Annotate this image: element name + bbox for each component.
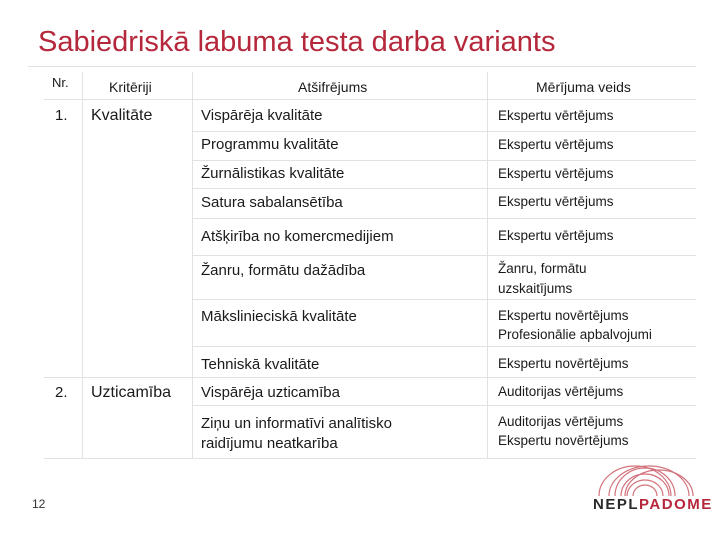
row-divider <box>192 218 696 219</box>
col-divider <box>82 72 83 458</box>
criterion-label: Uzticamība <box>91 384 172 401</box>
row-divider <box>192 299 696 300</box>
table-cell: Žurnālistikas kvalitāte <box>201 165 345 182</box>
page-number: 12 <box>32 497 46 511</box>
row-divider <box>192 131 696 132</box>
row-number: 1. <box>55 107 68 124</box>
header-decoding: Atšifrējums <box>298 79 368 95</box>
logo-part2: PADOME <box>639 496 713 513</box>
table-cell: Satura sabalansētība <box>201 194 343 211</box>
page-title: Sabiedriskā labuma testa darba variants <box>38 26 556 58</box>
table-cell: Ekspertu vērtējums <box>498 137 614 152</box>
col-divider <box>487 72 488 458</box>
criterion-label: Kvalitāte <box>91 107 153 124</box>
table-cell: Ekspertu novērtējums <box>498 308 629 323</box>
title-rule <box>28 66 696 67</box>
table-cell: Ziņu un informatīvi analītisko <box>201 415 392 432</box>
logo-text <box>593 496 713 513</box>
table-cell: Profesionālie apbalvojumi <box>498 327 652 342</box>
table-bottom <box>44 458 696 459</box>
logo-arcs-icon <box>585 462 705 524</box>
table-cell: Ekspertu vērtējums <box>498 194 614 209</box>
row-divider <box>44 377 696 378</box>
table-cell: Atšķirība no komercmedijiem <box>201 228 394 245</box>
table-cell: Ekspertu novērtējums <box>498 433 629 448</box>
table-cell: Vispārēja kvalitāte <box>201 107 323 124</box>
table-cell: Ekspertu vērtējums <box>498 228 614 243</box>
table-cell: Programmu kvalitāte <box>201 136 339 153</box>
table-cell: Auditorijas vērtējums <box>498 414 624 429</box>
table-cell: Auditorijas vērtējums <box>498 384 624 399</box>
row-divider <box>192 188 696 189</box>
header-criteria: Kritēriji <box>109 79 152 95</box>
header-nr: Nr. <box>52 75 69 90</box>
table-cell: Ekspertu vērtējums <box>498 108 614 123</box>
header-measure: Mērījuma veids <box>536 79 631 95</box>
table-cell: Vispārēja uzticamība <box>201 384 340 401</box>
col-divider <box>192 72 193 458</box>
row-number: 2. <box>55 384 68 401</box>
row-divider <box>192 405 696 406</box>
row-divider <box>192 346 696 347</box>
table-cell: Ekspertu novērtējums <box>498 356 629 371</box>
table-cell: Žanru, formātu <box>498 261 587 276</box>
table-cell: uzskaitījums <box>498 281 573 296</box>
table-cell: Žanru, formātu dažādība <box>201 262 366 279</box>
table-cell: Ekspertu vērtējums <box>498 166 614 181</box>
table-cell: Mākslinieciskā kvalitāte <box>201 308 357 325</box>
row-divider <box>192 255 696 256</box>
table-cell: Tehniskā kvalitāte <box>201 356 320 373</box>
logo-part1: NEPL <box>593 496 640 513</box>
row-divider <box>192 160 696 161</box>
table-cell: raidījumu neatkarība <box>201 435 338 452</box>
header-divider <box>44 99 696 100</box>
